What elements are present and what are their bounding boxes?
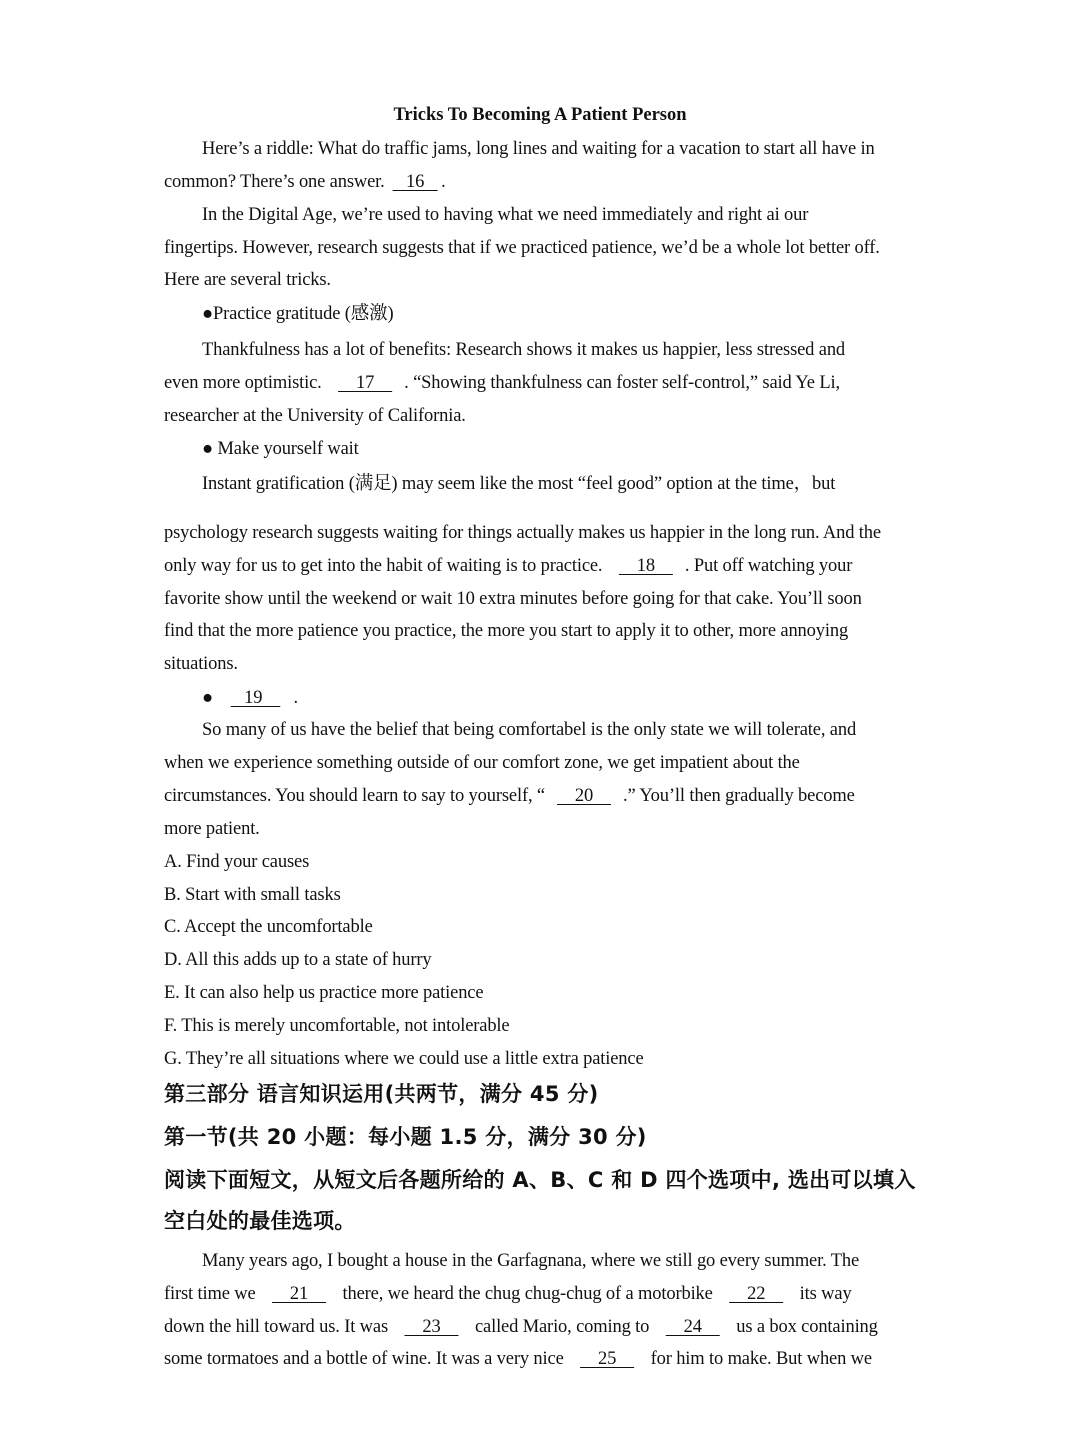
section-bullet: ● Make yourself wait (202, 439, 359, 459)
blank-17: 17 (338, 373, 393, 393)
text-segment: .” You’ll then gradually become (623, 786, 855, 806)
text-segment: only way for us to get into the habit of waiting is to practice. (164, 556, 607, 576)
paragraph-line: psychology research suggests waiting for things actually makes us happier in the long run. And the (164, 523, 881, 543)
paragraph-line: Instant gratification (满足) may seem like the most “feel good” option at the time，but (202, 474, 836, 494)
text-segment: . “Showing thankfulness can foster self-control,” said Ye Li, (404, 373, 840, 393)
blank-25: 25 (580, 1349, 635, 1369)
text-segment: first time we (164, 1284, 261, 1304)
paragraph-line: when we experience something outside of our comfort zone, we get impatient about the (164, 753, 800, 773)
blank-18: 18 (618, 556, 673, 576)
section-heading: 第三部分 语言知识运用(共两节，满分 45 分) (164, 1082, 599, 1106)
paragraph-line: situations. (164, 654, 238, 674)
paragraph-line: find that the more patience you practice, the more you start to apply it to other, more annoying (164, 621, 849, 641)
text-segment: even more optimistic. (164, 373, 327, 393)
paragraph-line: favorite show until the weekend or wait 10 extra minutes before going for that cake. You’ll soon (164, 589, 862, 609)
paragraph-line: fingertips. However, research suggests that if we practiced patience, we’d be a whole lot better off. (164, 238, 880, 258)
text-segment: there, we heard the chug chug-chug of a motorbike (338, 1284, 718, 1304)
text-segment: . (441, 172, 446, 192)
paragraph-line (164, 1347, 872, 1371)
option-e: E. It can also help us practice more patience (164, 983, 484, 1003)
blank-20: 20 (556, 786, 611, 806)
text-segment: . (293, 688, 298, 708)
option-c: C. Accept the uncomfortable (164, 917, 373, 937)
text-segment: common? There’s one answer. (164, 172, 390, 192)
paragraph-line (164, 1282, 852, 1306)
paragraph-line: So many of us have the belief that being comfortabel is the only state we will tolerate, and (202, 720, 857, 740)
option-d: D. All this adds up to a state of hurry (164, 950, 432, 970)
paragraph-line: In the Digital Age, we’re used to having what we need immediately and right ai our (202, 205, 809, 225)
passage-title: Tricks To Becoming A Patient Person (393, 105, 687, 125)
text-segment: for him to make. But when we (646, 1349, 872, 1369)
section-bullet (202, 686, 298, 710)
blank-21: 21 (272, 1284, 327, 1304)
instruction-line: 阅读下面短文，从短文后各题所给的 A、B、C 和 D 四个选项中, 选出可以填入 (164, 1168, 916, 1192)
instruction-line: 空白处的最佳选项。 (164, 1209, 356, 1233)
paragraph-line (164, 170, 446, 194)
bullet-mark: ● (202, 688, 218, 708)
paragraph-line: more patient. (164, 819, 260, 839)
blank-16: 16 (392, 172, 438, 192)
section-bullet: ●Practice gratitude (感激) (202, 304, 394, 324)
paragraph-line: researcher at the University of California. (164, 406, 466, 426)
text-segment: us a box containing (731, 1317, 878, 1337)
paragraph-line: Thankfulness has a lot of benefits: Research shows it makes us happier, less stressed and (202, 340, 846, 360)
text-segment: . Put off watching your (684, 556, 853, 576)
paragraph-line: Here’s a riddle: What do traffic jams, long lines and waiting for a vacation to start all have in (202, 139, 875, 159)
blank-24: 24 (665, 1317, 720, 1337)
paragraph-line (164, 554, 852, 578)
subsection-heading: 第一节(共 20 小题：每小题 1.5 分，满分 30 分) (164, 1125, 647, 1149)
paragraph-line (164, 1315, 878, 1339)
text-segment: circumstances. You should learn to say to yourself, “ (164, 786, 545, 806)
blank-19: 19 (230, 688, 281, 708)
option-g: G. They’re all situations where we could use a little extra patience (164, 1049, 644, 1069)
option-a: A. Find your causes (164, 852, 310, 872)
paragraph-line (164, 371, 840, 395)
text-segment: some tormatoes and a bottle of wine. It was a very nice (164, 1349, 569, 1369)
paragraph-line (164, 784, 855, 808)
text-segment: called Mario, coming to (470, 1317, 654, 1337)
blank-22: 22 (729, 1284, 784, 1304)
paragraph-line: Many years ago, I bought a house in the Garfagnana, where we still go every summer. The (202, 1251, 860, 1271)
blank-23: 23 (404, 1317, 459, 1337)
option-b: B. Start with small tasks (164, 885, 341, 905)
paragraph-line: Here are several tricks. (164, 270, 331, 290)
text-segment: its way (795, 1284, 852, 1304)
text-segment: down the hill toward us. It was (164, 1317, 393, 1337)
option-f: F. This is merely uncomfortable, not intolerable (164, 1016, 510, 1036)
